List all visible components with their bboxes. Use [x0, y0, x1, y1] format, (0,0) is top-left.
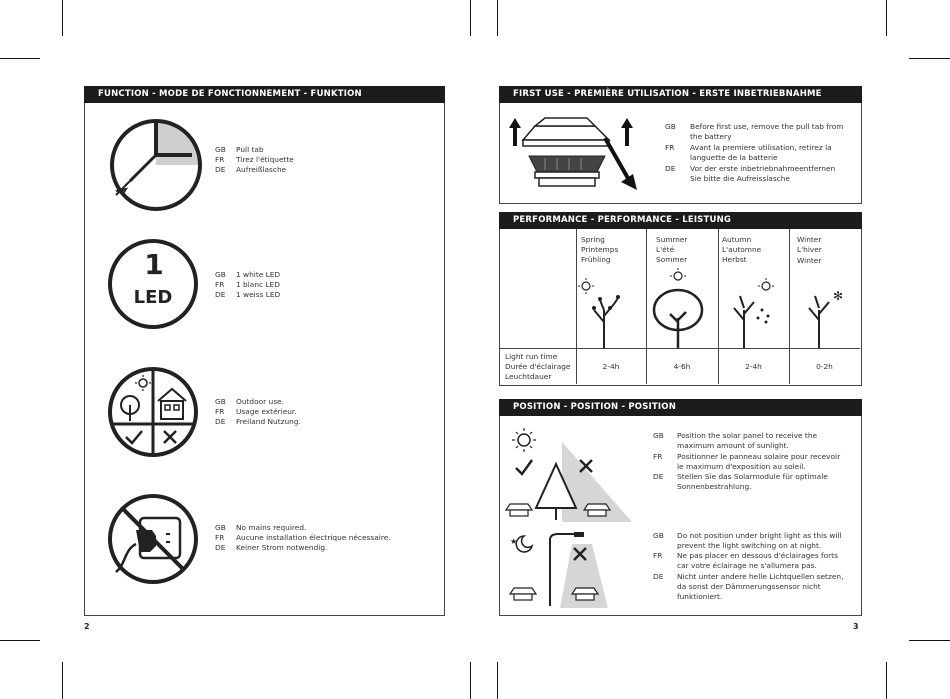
lang-code: FR: [653, 551, 663, 560]
position-text: Positionner le panneau solaire pour recevoir: [677, 452, 841, 461]
street-light-warning-icon: [502, 530, 634, 610]
page-number-right: 3: [853, 622, 859, 631]
position-text: da sonst der Dämmerungssensor nicht: [677, 582, 821, 591]
crop-mark: [886, 662, 887, 699]
lang-code: DE: [215, 543, 226, 552]
crop-mark: [62, 662, 63, 699]
season-name: Herbst: [722, 255, 747, 264]
crop-mark: [497, 0, 498, 36]
lang-code: GB: [215, 145, 226, 154]
season-name: Sommer: [656, 255, 688, 264]
runtime-value: 2-4h: [602, 362, 620, 371]
lang-code: FR: [215, 533, 225, 542]
position-text: funktioniert.: [677, 592, 723, 601]
svg-text:★: ★: [510, 537, 518, 546]
crop-mark: [470, 0, 471, 36]
function-text: 1 weiss LED: [236, 290, 281, 299]
function-text: 1 blanc LED: [236, 280, 280, 289]
position-text: le maximum d'exposition au soleil.: [677, 462, 806, 471]
position-text: Ne pas placer en dessous d'éclairages forts: [677, 551, 838, 560]
position-text: Nicht unter andere helle Lichtquellen setzen,: [677, 572, 844, 581]
function-text: Freiland Nutzung.: [236, 417, 301, 426]
lang-code: DE: [665, 164, 676, 173]
lang-code: GB: [215, 270, 226, 279]
performance-header: PERFORMANCE - PERFORMANCE - LEISTUNG: [499, 212, 862, 229]
lang-code: GB: [665, 122, 676, 131]
position-text: car votre éclairage ne s'allumera pas.: [677, 561, 817, 570]
lang-code: DE: [215, 417, 226, 426]
function-text: No mains required.: [236, 523, 307, 532]
position-text: Position the solar panel to receive the: [677, 431, 818, 440]
lang-code: FR: [215, 407, 225, 416]
runtime-value: 0-2h: [816, 362, 833, 371]
function-header: FUNCTION - MODE DE FONCTIONNEMENT - FUNKTION: [84, 86, 445, 103]
page-number-left: 2: [84, 622, 90, 631]
lang-code: DE: [215, 290, 226, 299]
function-text: Aufreißlasche: [236, 165, 287, 174]
runtime-value: 2-4h: [745, 362, 762, 371]
first-use-text: languette de la batterie: [690, 153, 778, 162]
function-text: 1 white LED: [236, 270, 281, 279]
position-header: POSITION - POSITION - POSITION: [499, 399, 862, 416]
crop-mark: [470, 662, 471, 699]
led-label: LED: [133, 287, 173, 308]
first-use-text: Avant la premiere utilisation, retirez la: [690, 143, 832, 152]
lang-code: GB: [215, 397, 226, 406]
crop-mark: [909, 58, 950, 59]
crop-mark: [0, 58, 40, 59]
season-name: Winter: [797, 256, 822, 265]
runtime-label: Leuchtdauer: [505, 372, 552, 381]
first-use-text: Before first use, remove the pull tab from: [690, 122, 844, 131]
season-name: L'automne: [722, 245, 762, 254]
autumn-tree-icon: [718, 266, 790, 348]
crop-mark: [886, 0, 887, 36]
grid-line: [499, 348, 860, 349]
function-text: Keiner Strom notwendig.: [236, 543, 328, 552]
no-mains-icon: [106, 494, 206, 586]
runtime-label: Durée d'éclairage: [505, 362, 571, 371]
position-text: Stellen Sie das Solarmodule für optimale: [677, 472, 828, 481]
season-name: Frühling: [581, 255, 611, 264]
season-name: Summer: [656, 235, 688, 244]
lang-code: GB: [653, 531, 664, 540]
lang-code: FR: [653, 452, 663, 461]
lang-code: GB: [653, 431, 664, 440]
spring-tree-icon: [576, 270, 646, 348]
first-use-text: the battery: [690, 132, 732, 141]
lang-code: DE: [215, 165, 226, 174]
first-use-text: Sie bitte die Aufreisslasche: [690, 174, 790, 183]
season-name: Autumn: [722, 235, 752, 244]
outdoor-use-icon: [106, 367, 206, 459]
lang-code: DE: [653, 572, 664, 581]
runtime-label: Light run time: [505, 352, 558, 361]
function-text: Aucune installation électrique nécessaire.: [236, 533, 391, 542]
position-text: maximum amount of sunlight.: [677, 441, 789, 450]
position-text: Do not position under bright light as this will: [677, 531, 842, 540]
svg-text:✻: ✻: [833, 289, 844, 303]
position-text: Sonnenbestrahlung.: [677, 482, 752, 491]
first-use-header: FIRST USE - PREMIÈRE UTILISATION - ERSTE INBETRIEBNAHME: [499, 86, 862, 103]
function-text: Tirez l'étiquette: [236, 155, 294, 164]
function-text: Pull tab: [236, 145, 264, 154]
position-text: prevent the light switching on at night.: [677, 541, 822, 550]
season-name: Printemps: [581, 245, 619, 254]
solar-light-pull-tab-icon: [505, 110, 645, 194]
lang-code: GB: [215, 523, 226, 532]
crop-mark: [62, 0, 63, 36]
function-text: Usage extérieur.: [236, 407, 297, 416]
pull-tab-icon: [106, 115, 206, 215]
lang-code: FR: [665, 143, 675, 152]
crop-mark: [497, 662, 498, 699]
season-name: Winter: [797, 235, 822, 244]
led-number: 1: [144, 248, 164, 281]
lang-code: FR: [215, 155, 225, 164]
crop-mark: [0, 640, 40, 641]
season-name: Spring: [581, 235, 605, 244]
function-text: Outdoor use.: [236, 397, 284, 406]
sunlight-position-icon: [502, 424, 634, 524]
summer-tree-icon: [646, 266, 718, 348]
season-name: L'été: [656, 245, 675, 254]
first-use-text: Vor der erste inbetriebnahmeentfernen: [690, 164, 836, 173]
lang-code: FR: [215, 280, 225, 289]
lang-code: DE: [653, 472, 664, 481]
winter-tree-icon: [789, 266, 859, 348]
season-name: L'hiver: [797, 245, 822, 254]
crop-mark: [909, 640, 950, 641]
runtime-value: 4-6h: [673, 362, 691, 371]
